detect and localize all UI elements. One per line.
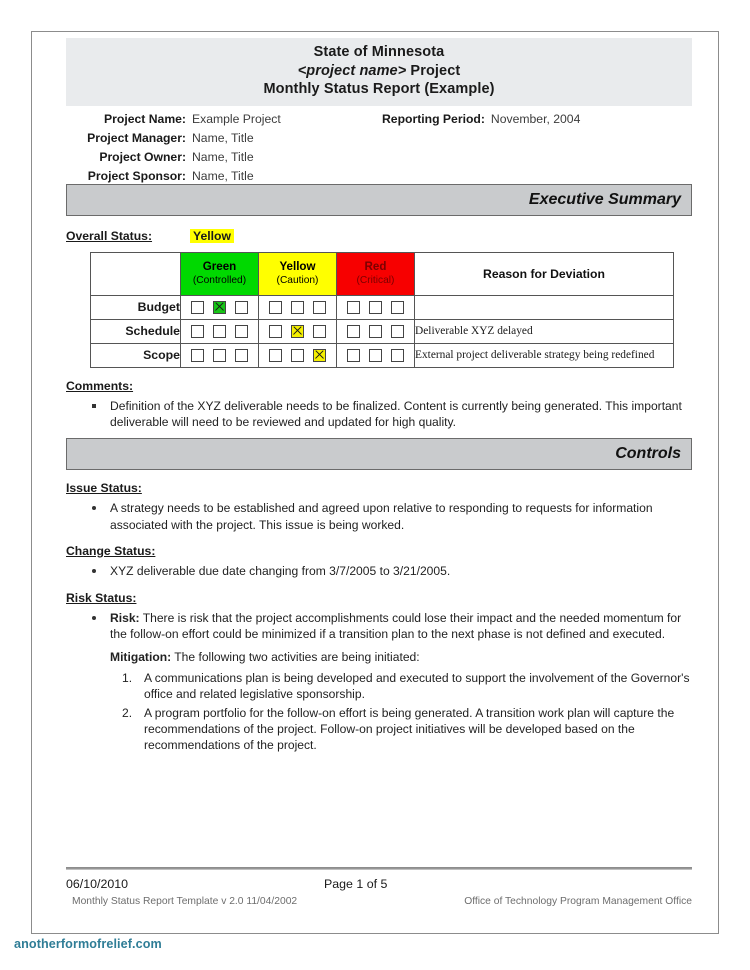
checkbox-scope-red-3[interactable]	[391, 349, 404, 362]
project-sponsor-value: Name, Title	[192, 168, 254, 183]
status-column-red-name: Red	[364, 260, 387, 274]
status-column-red	[337, 252, 415, 295]
status-column-green-sub: (Controlled)	[192, 274, 247, 286]
checkbox-budget-green-2[interactable]	[213, 301, 226, 314]
checkbox-schedule-green-1[interactable]	[191, 325, 204, 338]
schedule-green-cell	[181, 319, 259, 343]
checkbox-budget-red-3[interactable]	[391, 301, 404, 314]
list-item	[66, 563, 692, 579]
checkbox-scope-yellow-3[interactable]	[313, 349, 326, 362]
checkbox-schedule-red-3[interactable]	[391, 325, 404, 338]
project-name-label: Project Name:	[104, 111, 186, 126]
table-row	[91, 343, 674, 367]
status-column-yellow-name: Yellow	[279, 260, 316, 274]
project-manager-value: Name, Title	[192, 130, 254, 145]
checkbox-scope-red-1[interactable]	[347, 349, 360, 362]
mitigation-list	[66, 670, 692, 754]
overall-status-badge: Yellow	[190, 229, 234, 243]
list-item	[66, 670, 692, 703]
checkbox-schedule-yellow-1[interactable]	[269, 325, 282, 338]
checkbox-schedule-red-2[interactable]	[369, 325, 382, 338]
project-word: Project	[406, 62, 461, 79]
meta-row-reporting-period	[382, 110, 580, 129]
list-item	[66, 610, 692, 643]
footer-bottom-row	[66, 896, 692, 911]
risk-text: There is risk that the project accomplishments could lose their impact and the needed momentum for the follow-on effort could be minimized if a transition plan to the next phase is not defined and executed.	[110, 610, 682, 641]
checkbox-budget-red-1[interactable]	[347, 301, 360, 314]
change-status-item-text: XYZ deliverable due date changing from 3/7/2005 to 3/21/2005.	[110, 564, 451, 579]
scope-reason-cell: External project deliverable strategy being redefined	[415, 343, 674, 367]
checkbox-schedule-yellow-2[interactable]	[291, 325, 304, 338]
risk-status-heading: Risk Status:	[66, 590, 137, 605]
mitigation-item-1-text: A communications plan is being developed and executed to support the involvement of the Governor's office and related legislative sponsorship.	[144, 670, 690, 702]
schedule-reason-cell: Deliverable XYZ delayed	[415, 319, 674, 343]
status-row-label-budget: Budget	[91, 295, 181, 319]
list-item	[66, 500, 692, 533]
risk-label: Risk:	[110, 610, 140, 625]
footer-office-name: Office of Technology Program Management Office	[464, 896, 692, 907]
status-column-reason-header: Reason for Deviation	[415, 252, 674, 295]
overall-status-label: Overall Status:	[66, 228, 153, 243]
section-bar-executive-summary: Executive Summary	[66, 184, 692, 216]
project-name-value: Example Project	[192, 111, 281, 126]
title-line-project	[66, 62, 692, 81]
table-row	[91, 295, 674, 319]
status-row-label-scope: Scope	[91, 343, 181, 367]
footer-divider	[66, 867, 692, 870]
status-table-corner-cell	[91, 252, 181, 295]
bullet-square-icon	[92, 404, 96, 408]
status-table	[90, 252, 674, 368]
comments-list	[66, 398, 692, 431]
budget-yellow-cell	[259, 295, 337, 319]
overall-status-row	[66, 226, 692, 246]
mitigation-text: The following two activities are being initiated:	[171, 650, 420, 665]
comments-heading: Comments:	[66, 378, 134, 393]
checkbox-schedule-green-2[interactable]	[213, 325, 226, 338]
table-row	[91, 319, 674, 343]
checkbox-scope-green-2[interactable]	[213, 349, 226, 362]
comments-item-text: Definition of the XYZ deliverable needs to be finalized. Content is currently being generated. This important deliverable will need to be reviewed and updated for high quality.	[110, 398, 682, 429]
title-line-report: Monthly Status Report (Example)	[263, 81, 495, 97]
status-column-yellow-sub: (Caution)	[276, 274, 319, 286]
status-column-yellow	[259, 252, 337, 295]
mitigation-label: Mitigation:	[110, 650, 172, 665]
project-meta-block	[66, 110, 692, 184]
issue-status-item-text: A strategy needs to be established and agreed upon relative to responding to requests for information associated with the project. This issue is being worked.	[110, 501, 653, 532]
change-status-heading: Change Status:	[66, 544, 156, 559]
footer-top-row	[66, 877, 692, 894]
schedule-yellow-cell	[259, 319, 337, 343]
budget-red-cell	[337, 295, 415, 319]
report-title-band	[66, 38, 692, 106]
checkbox-budget-yellow-3[interactable]	[313, 301, 326, 314]
bullet-dot-icon	[92, 616, 96, 620]
budget-reason-cell	[415, 295, 674, 319]
bullet-dot-icon	[92, 506, 96, 510]
project-sponsor-label: Project Sponsor:	[87, 168, 186, 183]
project-manager-label: Project Manager:	[87, 130, 186, 145]
document-page	[31, 31, 719, 934]
project-owner-label: Project Owner:	[99, 149, 186, 164]
meta-row-project-owner	[66, 148, 692, 167]
issue-status-list	[66, 500, 692, 533]
site-watermark: anotherformofrelief.com	[14, 937, 162, 951]
scope-yellow-cell	[259, 343, 337, 367]
section-bar-controls: Controls	[66, 438, 692, 470]
project-name-placeholder: <project name>	[297, 62, 407, 79]
checkbox-scope-yellow-1[interactable]	[269, 349, 282, 362]
status-column-red-sub: (Critical)	[356, 274, 395, 286]
budget-green-cell	[181, 295, 259, 319]
checkbox-budget-green-1[interactable]	[191, 301, 204, 314]
scope-red-cell	[337, 343, 415, 367]
checkbox-schedule-red-1[interactable]	[347, 325, 360, 338]
mitigation-intro	[66, 649, 692, 665]
page-content	[66, 38, 692, 928]
mitigation-item-2-number: 2.	[122, 705, 133, 720]
meta-row-project-sponsor	[66, 167, 692, 186]
footer-date: 06/10/2010	[66, 877, 129, 891]
checkbox-budget-green-3[interactable]	[235, 301, 248, 314]
footer-template-version: Monthly Status Report Template v 2.0 11/04/2002	[72, 896, 298, 907]
list-item	[66, 398, 692, 431]
project-owner-value: Name, Title	[192, 149, 254, 164]
checkbox-budget-yellow-2[interactable]	[291, 301, 304, 314]
risk-status-list	[66, 610, 692, 643]
issue-status-heading: Issue Status:	[66, 481, 142, 496]
status-column-green-name: Green	[202, 260, 237, 274]
scope-green-cell	[181, 343, 259, 367]
status-table-header-row	[91, 252, 674, 295]
status-row-label-schedule: Schedule	[91, 319, 181, 343]
change-status-list	[66, 563, 692, 579]
meta-row-project-name	[66, 110, 692, 129]
reporting-period-value: November, 2004	[490, 111, 581, 126]
list-item	[66, 705, 692, 754]
schedule-red-cell	[337, 319, 415, 343]
page-footer	[66, 867, 692, 911]
meta-row-project-manager	[66, 129, 692, 148]
checkbox-scope-red-2[interactable]	[369, 349, 382, 362]
checkbox-schedule-yellow-3[interactable]	[313, 325, 326, 338]
checkbox-budget-red-2[interactable]	[369, 301, 382, 314]
checkbox-scope-green-1[interactable]	[191, 349, 204, 362]
checkbox-schedule-green-3[interactable]	[235, 325, 248, 338]
checkbox-budget-yellow-1[interactable]	[269, 301, 282, 314]
bullet-dot-icon	[92, 569, 96, 573]
mitigation-item-1-number: 1.	[122, 670, 133, 685]
status-column-green	[181, 252, 259, 295]
checkbox-scope-green-3[interactable]	[235, 349, 248, 362]
footer-page-number: Page 1 of 5	[324, 877, 388, 891]
reporting-period-label: Reporting Period:	[382, 111, 485, 126]
title-line-state: State of Minnesota	[313, 44, 445, 60]
mitigation-item-2-text: A program portfolio for the follow-on effort is being generated. A transition work plan will capture the recommendations of the project. Follow-on project initiatives will be developed based on the recommendations of the project.	[144, 705, 675, 753]
checkbox-scope-yellow-2[interactable]	[291, 349, 304, 362]
